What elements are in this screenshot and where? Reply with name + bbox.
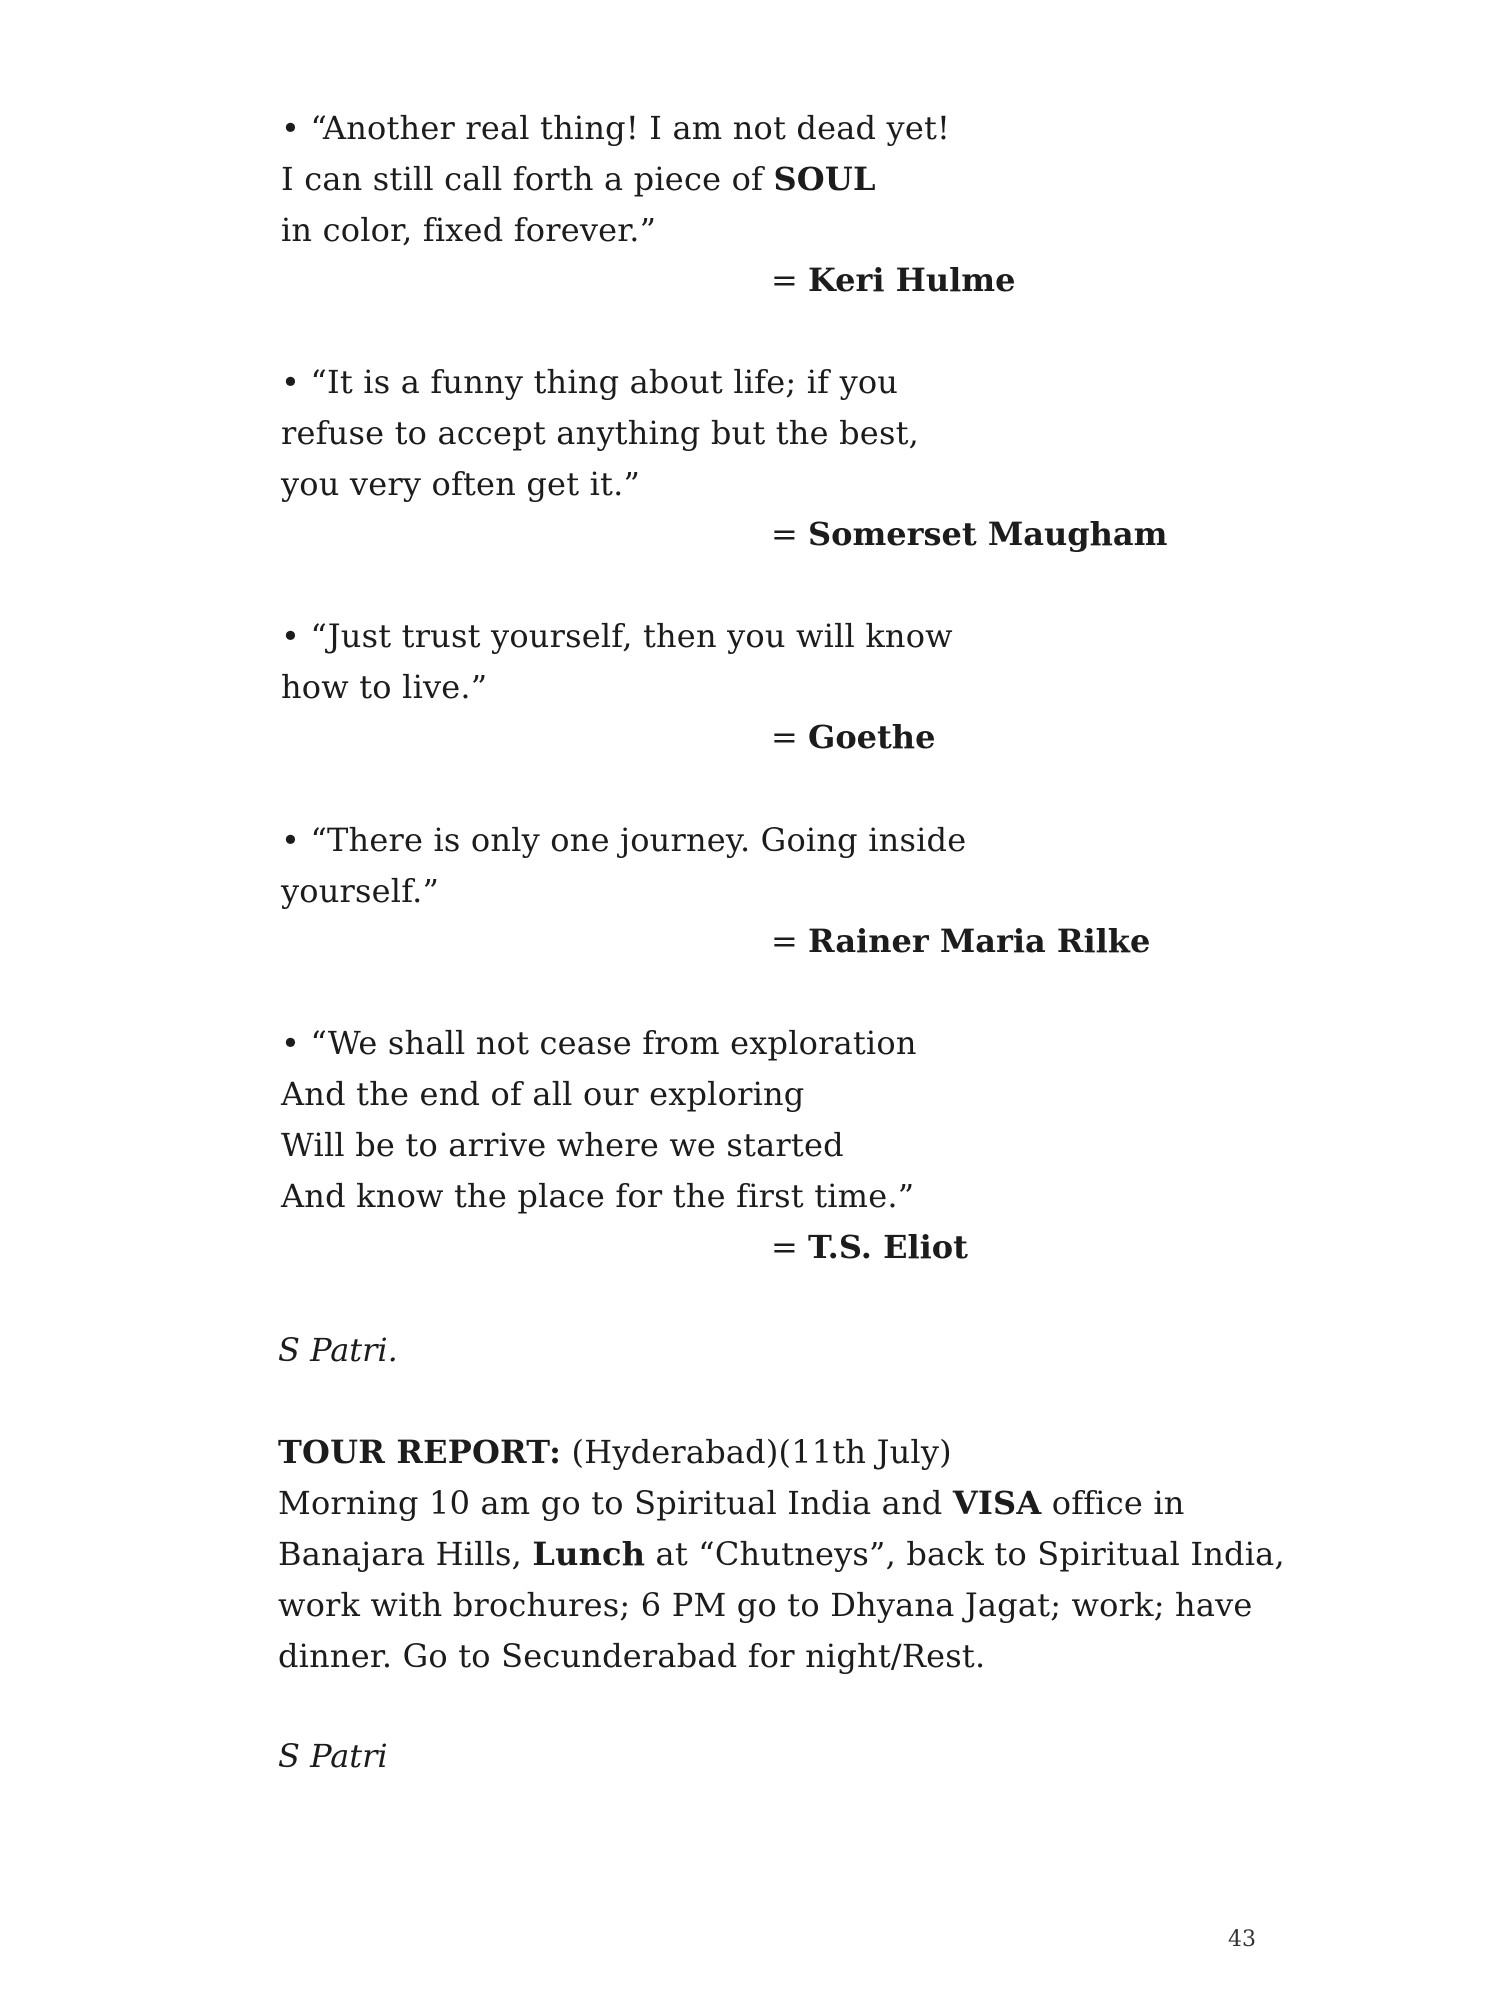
report-line: [278, 1529, 1285, 1580]
report-text: at “Chutneys”, back to Spiritual India,: [645, 1535, 1285, 1573]
report-text: Banajara Hills,: [278, 1535, 533, 1573]
author-prefix: =: [771, 1228, 808, 1266]
report-line: [278, 1478, 1278, 1529]
quote-author-line: [771, 712, 935, 763]
author-prefix: =: [771, 922, 808, 960]
quote-line: yourself.”: [281, 872, 440, 910]
quote-author-line: [771, 916, 1150, 967]
signature-2: S Patri: [278, 1737, 388, 1775]
report-heading-line: [278, 1427, 1278, 1478]
quote-author-line: [771, 255, 1015, 306]
quote-line: • “We shall not cease from exploration: [281, 1024, 917, 1062]
quote-author-line: [771, 509, 1167, 560]
author-prefix: =: [771, 261, 808, 299]
quote-block-rilke: [281, 815, 1281, 917]
report-heading: TOUR REPORT:: [278, 1433, 562, 1471]
quote-line: refuse to accept anything but the best,: [281, 414, 920, 452]
quote-author: Somerset Maugham: [807, 515, 1168, 553]
quote-line: how to live.”: [281, 668, 488, 706]
report-line: work with brochures; 6 PM go to Dhyana Jagat; work; have: [278, 1586, 1253, 1624]
author-prefix: =: [771, 718, 808, 756]
report-heading-detail: (Hyderabad)(11th July): [561, 1433, 952, 1471]
quote-bold-word: SOUL: [773, 160, 876, 198]
report-bold-text: VISA: [952, 1484, 1042, 1522]
report-text: Morning 10 am go to Spiritual India and: [278, 1484, 953, 1522]
report-text: office in: [1041, 1484, 1185, 1522]
quote-author-line: [771, 1222, 968, 1273]
quote-line: • “Another real thing! I am not dead yet!: [281, 109, 951, 147]
tour-report: [278, 1427, 1285, 1682]
quote-line: in color, fixed forever.”: [281, 211, 657, 249]
quote-author: Goethe: [807, 718, 936, 756]
quote-line: you very often get it.”: [281, 465, 641, 503]
quote-line: • “It is a funny thing about life; if you: [281, 363, 899, 401]
quote-author: Keri Hulme: [807, 261, 1016, 299]
quote-line: Will be to arrive where we started: [281, 1126, 844, 1164]
report-line: dinner. Go to Secunderabad for night/Rest.: [278, 1637, 986, 1675]
quote-line-text: I can still call forth a piece of: [281, 160, 774, 198]
quote-line: And the end of all our exploring: [281, 1075, 805, 1113]
quote-line: • “There is only one journey. Going inside: [281, 821, 967, 859]
quote-author: Rainer Maria Rilke: [807, 922, 1151, 960]
signature-1: S Patri.: [278, 1331, 398, 1369]
quote-line: And know the place for the first time.”: [281, 1177, 915, 1215]
quote-line: • “Just trust yourself, then you will know: [281, 617, 953, 655]
author-prefix: =: [771, 515, 808, 553]
quote-line-with-bold: [281, 154, 1281, 205]
quote-block-ts-eliot: [281, 1018, 1281, 1222]
page-number: 43: [1228, 1927, 1256, 1952]
quote-block-somerset-maugham: [281, 357, 1281, 510]
quote-block-goethe: [281, 611, 1281, 713]
quote-block-keri-hulme: [281, 103, 1281, 256]
quote-author: T.S. Eliot: [807, 1228, 968, 1266]
report-bold-text: Lunch: [532, 1535, 646, 1573]
